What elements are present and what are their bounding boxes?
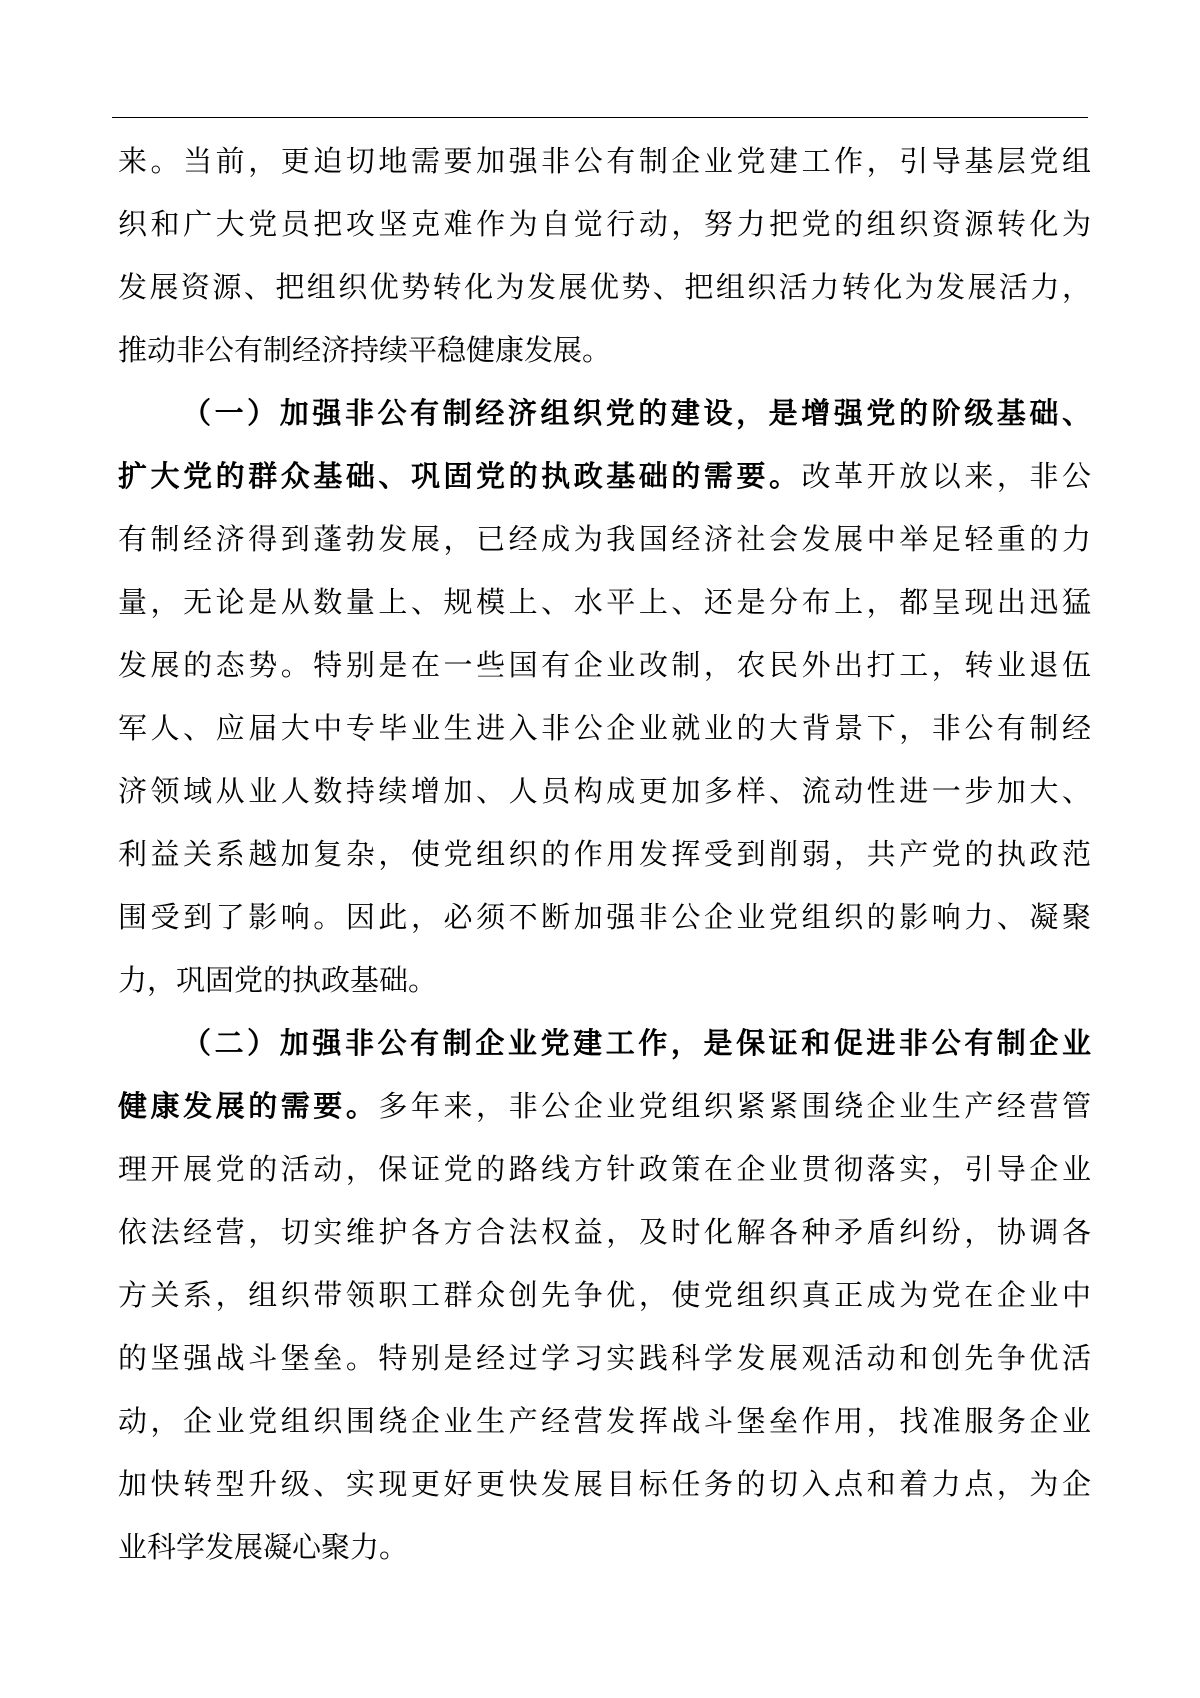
text-line: 依法经营，切实维护各方合法权益，及时化解各种矛盾纠纷，协调各 bbox=[118, 1215, 1091, 1249]
section-heading: （二）加强非公有制企业党建工作，是保证和促进非公有制企业 bbox=[182, 1026, 1091, 1060]
text-line: 加快转型升级、实现更好更快发展目标任务的切入点和着力点，为企 bbox=[118, 1467, 1091, 1501]
paragraph-section-one bbox=[118, 382, 1091, 1012]
text-line: 动，企业党组织围绕企业生产经营发挥战斗堡垒作用，找准服务企业 bbox=[118, 1404, 1091, 1438]
body-text: 改革开放以来，非公 bbox=[801, 459, 1091, 493]
text-line: 围受到了影响。因此，必须不断加强非公企业党组织的影响力、凝聚 bbox=[118, 900, 1091, 934]
text-line: 来。当前，更迫切地需要加强非公有制企业党建工作，引导基层党组 bbox=[118, 144, 1091, 178]
text-line: 的坚强战斗堡垒。特别是经过学习实践科学发展观活动和创先争优活 bbox=[118, 1341, 1091, 1375]
text-line bbox=[118, 1075, 1091, 1138]
text-line: 方关系，组织带领职工群众创先争优，使党组织真正成为党在企业中 bbox=[118, 1278, 1091, 1312]
text-line: 力，巩固党的执政基础。 bbox=[118, 963, 438, 997]
paragraph bbox=[118, 130, 1091, 382]
header-rule bbox=[112, 117, 1088, 118]
text-line: 理开展党的活动，保证党的路线方针政策在企业贯彻落实，引导企业 bbox=[118, 1152, 1091, 1186]
text-line: 织和广大党员把攻坚克难作为自觉行动，努力把党的组织资源转化为 bbox=[118, 207, 1091, 241]
text-line: 量，无论是从数量上、规模上、水平上、还是分布上，都呈现出迅猛 bbox=[118, 585, 1091, 619]
text-line: 发展的态势。特别是在一些国有企业改制，农民外出打工，转业退伍 bbox=[118, 648, 1091, 682]
text-line: 有制经济得到蓬勃发展，已经成为我国经济社会发展中举足轻重的力 bbox=[118, 522, 1091, 556]
section-heading: （一）加强非公有制经济组织党的建设，是增强党的阶级基础、 bbox=[182, 396, 1091, 430]
text-line: 利益关系越加复杂，使党组织的作用发挥受到削弱，共产党的执政范 bbox=[118, 837, 1091, 871]
text-line bbox=[118, 382, 1091, 445]
text-line: 军人、应届大中专毕业生进入非公企业就业的大背景下，非公有制经 bbox=[118, 711, 1091, 745]
text-line: 推动非公有制经济持续平稳健康发展。 bbox=[118, 333, 612, 367]
text-line bbox=[118, 445, 1091, 508]
section-heading: 健康发展的需要。 bbox=[118, 1089, 379, 1123]
text-line: 业科学发展凝心聚力。 bbox=[118, 1530, 409, 1564]
body-text: 多年来，非公企业党组织紧紧围绕企业生产经营管 bbox=[378, 1089, 1091, 1123]
paragraph-section-two bbox=[118, 1012, 1091, 1579]
text-line: 济领域从业人数持续增加、人员构成更加多样、流动性进一步加大、 bbox=[118, 774, 1091, 808]
text-line: 发展资源、把组织优势转化为发展优势、把组织活力转化为发展活力， bbox=[118, 270, 1091, 304]
document-body bbox=[118, 130, 1091, 1579]
section-heading: 扩大党的群众基础、巩固党的执政基础的需要。 bbox=[118, 459, 802, 493]
text-line bbox=[118, 1012, 1091, 1075]
